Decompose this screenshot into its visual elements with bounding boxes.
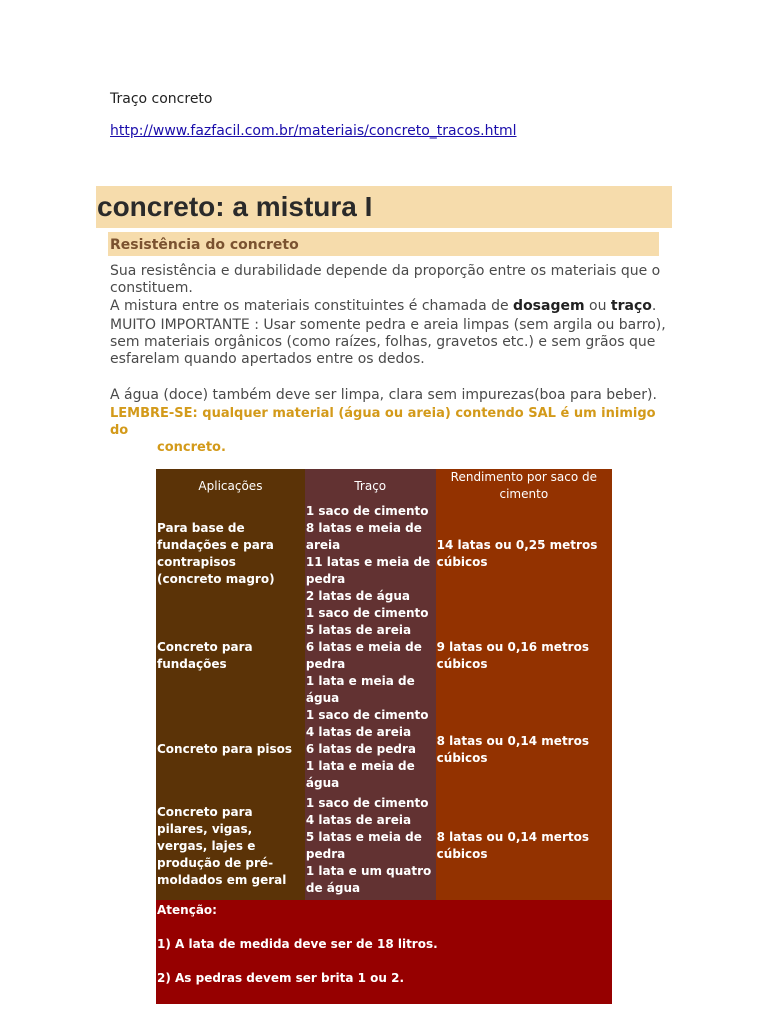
traco-line: 1 saco de cimento xyxy=(305,708,429,722)
traco-line: 1 saco de cimento xyxy=(305,504,429,518)
table-header-row xyxy=(156,469,612,503)
table-row xyxy=(156,605,612,707)
traco-line: 6 latas e meia de pedra xyxy=(305,640,422,671)
traco-cell xyxy=(305,605,436,707)
header-applications: Aplicações xyxy=(156,469,305,503)
dosage-bold: dosagem xyxy=(513,298,585,314)
mix-table xyxy=(156,469,612,1004)
warning-line-2: concreto. xyxy=(157,440,226,455)
traco-cell xyxy=(305,707,436,792)
header-traco: Traço xyxy=(305,469,436,503)
paragraph-water: A água (doce) também deve ser limpa, clara sem impurezas(boa para beber). xyxy=(110,387,657,403)
traco-line: 2 latas de água xyxy=(305,589,411,603)
table-row xyxy=(156,707,612,792)
dosage-text-mid: ou xyxy=(584,298,611,314)
traco-line: 5 latas de areia xyxy=(305,623,412,637)
attention-title: Atenção: xyxy=(157,903,217,917)
traco-line: 1 lata e meia de água xyxy=(305,759,415,790)
paragraph-resistance: Sua resistência e durabilidade depende da proporção entre os materiais que o constituem. xyxy=(110,263,661,296)
yield-cell: 8 latas ou 0,14 mertos cúbicos xyxy=(436,792,612,900)
traco-line: 1 saco de cimento xyxy=(305,606,429,620)
yield-cell: 8 latas ou 0,14 metros cúbicos xyxy=(436,707,612,792)
application-cell: Concreto para pilares, vigas, vergas, lajes e produção de pré-moldados em geral xyxy=(156,792,305,900)
paragraph-important: MUITO IMPORTANTE : Usar somente pedra e areia limpas (sem argila ou barro), sem materiais orgânicos (como raízes, folhas, gravetos etc.) e sem grãos que esfarelam quando apertados entre os dedos. xyxy=(110,317,666,367)
traco-line: 1 lata e um quatro de água xyxy=(305,864,432,895)
header-yield: Rendimento por saco de cimento xyxy=(436,469,612,503)
table-row xyxy=(156,792,612,900)
source-link[interactable]: http://www.fazfacil.com.br/materiais/concreto_tracos.html xyxy=(110,123,517,139)
attention-note-2: 2) As pedras devem ser brita 1 ou 2. xyxy=(157,971,405,985)
warning-salt xyxy=(110,405,670,456)
yield-cell: 14 latas ou 0,25 metros cúbicos xyxy=(436,503,612,605)
document-title: Traço concreto xyxy=(110,91,213,107)
traco-line: 5 latas e meia de pedra xyxy=(305,830,422,861)
traco-line: 1 saco de cimento xyxy=(305,796,429,810)
section-heading: Resistência do concreto xyxy=(108,232,659,256)
dosage-text-end: . xyxy=(651,298,657,314)
paragraph-dosage xyxy=(110,298,670,315)
article-banner: concreto: a mistura I xyxy=(96,186,672,228)
traco-line: 8 latas e meia de areia xyxy=(305,521,422,552)
table-row xyxy=(156,503,612,605)
traco-line: 4 latas de areia xyxy=(305,813,412,827)
attention-row xyxy=(156,900,612,1004)
yield-cell: 9 latas ou 0,16 metros cúbicos xyxy=(436,605,612,707)
traco-cell xyxy=(305,503,436,605)
attention-cell xyxy=(156,900,612,1004)
traco-line: 1 lata e meia de água xyxy=(305,674,415,705)
warning-line-1: LEMBRE-SE: qualquer material (água ou areia) contendo SAL é um inimigo do xyxy=(110,406,656,438)
dosage-text-pre: A mistura entre os materiais constituintes é chamada de xyxy=(110,298,514,314)
attention-note-1: 1) A lata de medida deve ser de 18 litros. xyxy=(157,937,438,951)
application-cell: Concreto para pisos xyxy=(156,707,305,792)
traco-line: 6 latas de pedra xyxy=(305,742,417,756)
traco-line: 4 latas de areia xyxy=(305,725,412,739)
application-cell: Para base de fundações e para contrapisos (concreto magro) xyxy=(156,503,305,605)
traco-line: 11 latas e meia de pedra xyxy=(305,555,431,586)
traco-bold: traço xyxy=(610,298,652,314)
traco-cell xyxy=(305,792,436,900)
application-cell: Concreto para fundações xyxy=(156,605,305,707)
